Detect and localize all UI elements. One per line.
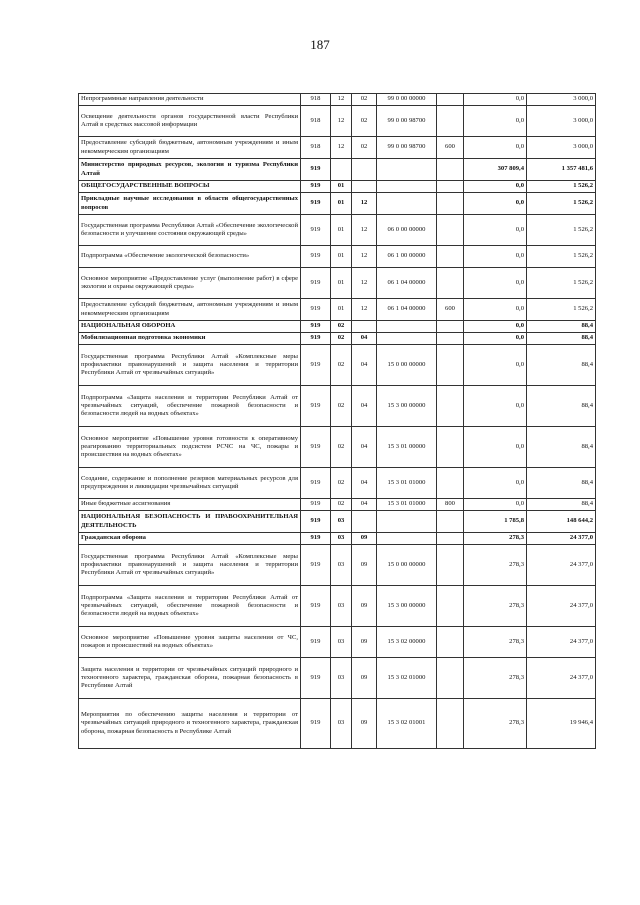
- section-code: 01: [331, 193, 352, 215]
- section-code: 01: [331, 215, 352, 246]
- subsection-code: 02: [352, 137, 377, 159]
- table-row: [79, 193, 596, 215]
- table-row: [79, 299, 596, 321]
- table-row: [79, 215, 596, 246]
- amount-year-2: 3 000,0: [527, 137, 596, 159]
- target-item-code: 15 3 02 01001: [377, 699, 437, 749]
- row-name: Непрограммные направления деятельности: [79, 94, 301, 106]
- ministry-code: 919: [301, 159, 331, 181]
- table-row: [79, 94, 596, 106]
- target-item-code: 15 3 00 00000: [377, 386, 437, 427]
- expense-type-code: [437, 321, 464, 333]
- target-item-code: [377, 333, 437, 345]
- table-row: [79, 333, 596, 345]
- table-row: [79, 137, 596, 159]
- table-row: [79, 386, 596, 427]
- section-code: 03: [331, 627, 352, 658]
- subsection-code: 12: [352, 193, 377, 215]
- expense-type-code: 800: [437, 499, 464, 511]
- row-name: Государственная программа Республики Алтай «Обеспечение экологической безопасности и улучшение состояния окружающей среды»: [79, 215, 301, 246]
- target-item-code: [377, 193, 437, 215]
- table-row: [79, 468, 596, 499]
- section-code: 03: [331, 699, 352, 749]
- amount-year-1: 0,0: [464, 106, 527, 137]
- amount-year-2: 88,4: [527, 427, 596, 468]
- amount-year-1: 278,3: [464, 627, 527, 658]
- section-code: 02: [331, 468, 352, 499]
- amount-year-2: 24 377,0: [527, 627, 596, 658]
- table-row: [79, 511, 596, 533]
- amount-year-2: 1 526,2: [527, 193, 596, 215]
- expense-type-code: [437, 215, 464, 246]
- amount-year-2: 3 000,0: [527, 106, 596, 137]
- subsection-code: 04: [352, 345, 377, 386]
- subsection-code: [352, 159, 377, 181]
- amount-year-1: 0,0: [464, 321, 527, 333]
- row-name: Подпрограмма «Обеспечение экологической безопасности»: [79, 246, 301, 268]
- table-row: [79, 106, 596, 137]
- section-code: 02: [331, 321, 352, 333]
- expense-type-code: [437, 246, 464, 268]
- expense-type-code: [437, 268, 464, 299]
- row-name: Основное мероприятие «Повышение уровня защиты населения от ЧС, пожаров и происшествий на водных объектах»: [79, 627, 301, 658]
- ministry-code: 919: [301, 193, 331, 215]
- row-name: Подпрограмма «Защита населения и территории Республики Алтай от чрезвычайных ситуаций, обеспечение пожарной безопасности и безопасности людей на водных объектах»: [79, 586, 301, 627]
- table-row: [79, 345, 596, 386]
- ministry-code: 919: [301, 699, 331, 749]
- expense-type-code: [437, 627, 464, 658]
- table-row: [79, 159, 596, 181]
- page-number: 187: [310, 37, 330, 52]
- target-item-code: 06 1 04 00000: [377, 268, 437, 299]
- row-name: Основное мероприятие «Повышение уровня готовности к оперативному реагированию территориальных подсистем РСЧС на ЧС, пожары и происшествия на водных объектах»: [79, 427, 301, 468]
- amount-year-2: 88,4: [527, 321, 596, 333]
- subsection-code: 12: [352, 246, 377, 268]
- expense-type-code: [437, 345, 464, 386]
- row-name: Предоставление субсидий бюджетным, автономным учреждениям и иным некоммерческим организациям: [79, 299, 301, 321]
- row-name: Подпрограмма «Защита населения и территории Республики Алтай от чрезвычайных ситуаций, обеспечение пожарной безопасности и безопасности людей на водных объектах»: [79, 386, 301, 427]
- subsection-code: 09: [352, 699, 377, 749]
- section-code: 12: [331, 106, 352, 137]
- subsection-code: 04: [352, 468, 377, 499]
- subsection-code: 04: [352, 499, 377, 511]
- section-code: 01: [331, 181, 352, 193]
- amount-year-2: 88,4: [527, 333, 596, 345]
- amount-year-2: 24 377,0: [527, 586, 596, 627]
- target-item-code: 15 3 00 00000: [377, 586, 437, 627]
- section-code: 03: [331, 545, 352, 586]
- section-code: 01: [331, 246, 352, 268]
- row-name: НАЦИОНАЛЬНАЯ БЕЗОПАСНОСТЬ И ПРАВООХРАНИТЕЛЬНАЯ ДЕЯТЕЛЬНОСТЬ: [79, 511, 301, 533]
- section-code: 02: [331, 345, 352, 386]
- amount-year-2: 1 526,2: [527, 246, 596, 268]
- table-row: [79, 181, 596, 193]
- amount-year-1: 0,0: [464, 137, 527, 159]
- target-item-code: 15 0 00 00000: [377, 345, 437, 386]
- target-item-code: 15 3 02 00000: [377, 627, 437, 658]
- amount-year-2: 88,4: [527, 499, 596, 511]
- amount-year-2: 3 000,0: [527, 94, 596, 106]
- expense-type-code: [437, 586, 464, 627]
- target-item-code: [377, 321, 437, 333]
- ministry-code: 919: [301, 321, 331, 333]
- table-row: [79, 268, 596, 299]
- ministry-code: 919: [301, 345, 331, 386]
- row-name: Прикладные научные исследования в области общегосударственных вопросов: [79, 193, 301, 215]
- amount-year-1: 0,0: [464, 427, 527, 468]
- target-item-code: [377, 159, 437, 181]
- subsection-code: 09: [352, 658, 377, 699]
- row-name: ОБЩЕГОСУДАРСТВЕННЫЕ ВОПРОСЫ: [79, 181, 301, 193]
- amount-year-1: 278,3: [464, 545, 527, 586]
- table-row: [79, 427, 596, 468]
- subsection-code: [352, 511, 377, 533]
- ministry-code: 919: [301, 658, 331, 699]
- row-name: Государственная программа Республики Алтай «Комплексные меры профилактики правонарушений и защита населения и территории Республики Алтай от чрезвычайных ситуаций»: [79, 345, 301, 386]
- amount-year-1: 1 785,8: [464, 511, 527, 533]
- ministry-code: 919: [301, 586, 331, 627]
- amount-year-1: 278,3: [464, 586, 527, 627]
- subsection-code: 02: [352, 106, 377, 137]
- amount-year-2: 1 357 481,6: [527, 159, 596, 181]
- subsection-code: [352, 321, 377, 333]
- amount-year-2: 24 377,0: [527, 533, 596, 545]
- ministry-code: 919: [301, 299, 331, 321]
- row-name: Государственная программа Республики Алтай «Комплексные меры профилактики правонарушений и защита населения и территории Республики Алтай от чрезвычайных ситуаций»: [79, 545, 301, 586]
- expense-type-code: 600: [437, 299, 464, 321]
- subsection-code: 12: [352, 215, 377, 246]
- subsection-code: 04: [352, 333, 377, 345]
- subsection-code: 04: [352, 427, 377, 468]
- amount-year-1: 0,0: [464, 94, 527, 106]
- section-code: 03: [331, 658, 352, 699]
- amount-year-2: 88,4: [527, 386, 596, 427]
- expense-type-code: [437, 699, 464, 749]
- table-row: [79, 627, 596, 658]
- expense-type-code: [437, 511, 464, 533]
- amount-year-1: 307 809,4: [464, 159, 527, 181]
- amount-year-2: 1 526,2: [527, 215, 596, 246]
- table-row: [79, 246, 596, 268]
- expense-type-code: [437, 159, 464, 181]
- target-item-code: 99 0 00 98700: [377, 137, 437, 159]
- budget-table: [78, 93, 596, 749]
- target-item-code: 15 3 01 00000: [377, 427, 437, 468]
- row-name: Предоставление субсидий бюджетным, автономным учреждениям и иным некоммерческим организациям: [79, 137, 301, 159]
- target-item-code: 15 3 02 01000: [377, 658, 437, 699]
- expense-type-code: [437, 106, 464, 137]
- subsection-code: 09: [352, 627, 377, 658]
- expense-type-code: 600: [437, 137, 464, 159]
- expense-type-code: [437, 658, 464, 699]
- amount-year-1: 278,3: [464, 699, 527, 749]
- subsection-code: 09: [352, 533, 377, 545]
- ministry-code: 919: [301, 333, 331, 345]
- row-name: НАЦИОНАЛЬНАЯ ОБОРОНА: [79, 321, 301, 333]
- subsection-code: 12: [352, 268, 377, 299]
- subsection-code: 09: [352, 545, 377, 586]
- section-code: 02: [331, 333, 352, 345]
- row-name: Иные бюджетные ассигнования: [79, 499, 301, 511]
- subsection-code: 09: [352, 586, 377, 627]
- ministry-code: 919: [301, 268, 331, 299]
- target-item-code: 15 3 01 01000: [377, 499, 437, 511]
- row-name: Гражданская оборона: [79, 533, 301, 545]
- ministry-code: 919: [301, 468, 331, 499]
- ministry-code: 919: [301, 627, 331, 658]
- table-row: [79, 586, 596, 627]
- amount-year-2: 24 377,0: [527, 658, 596, 699]
- ministry-code: 919: [301, 511, 331, 533]
- amount-year-2: 1 526,2: [527, 181, 596, 193]
- target-item-code: 99 0 00 00000: [377, 94, 437, 106]
- amount-year-1: 0,0: [464, 268, 527, 299]
- amount-year-1: 0,0: [464, 468, 527, 499]
- section-code: 03: [331, 586, 352, 627]
- ministry-code: 919: [301, 386, 331, 427]
- target-item-code: 99 0 00 98700: [377, 106, 437, 137]
- row-name: Создание, содержание и пополнение резервов материальных ресурсов для предупреждения и ликвидации чрезвычайных ситуаций: [79, 468, 301, 499]
- section-code: 03: [331, 533, 352, 545]
- expense-type-code: [437, 545, 464, 586]
- amount-year-1: 0,0: [464, 333, 527, 345]
- ministry-code: 919: [301, 545, 331, 586]
- section-code: 12: [331, 137, 352, 159]
- target-item-code: 06 1 04 00000: [377, 299, 437, 321]
- expense-type-code: [437, 533, 464, 545]
- target-item-code: [377, 533, 437, 545]
- amount-year-2: 88,4: [527, 468, 596, 499]
- table-row: [79, 533, 596, 545]
- ministry-code: 919: [301, 215, 331, 246]
- amount-year-1: 0,0: [464, 181, 527, 193]
- target-item-code: 15 3 01 01000: [377, 468, 437, 499]
- target-item-code: 06 0 00 00000: [377, 215, 437, 246]
- section-code: 02: [331, 386, 352, 427]
- section-code: 01: [331, 268, 352, 299]
- expense-type-code: [437, 386, 464, 427]
- amount-year-1: 0,0: [464, 246, 527, 268]
- ministry-code: 919: [301, 427, 331, 468]
- expense-type-code: [437, 427, 464, 468]
- expense-type-code: [437, 181, 464, 193]
- row-name: Основное мероприятие «Предоставление услуг (выполнение работ) в сфере экологии и охраны окружающей среды»: [79, 268, 301, 299]
- section-code: 03: [331, 511, 352, 533]
- amount-year-1: 0,0: [464, 215, 527, 246]
- amount-year-1: 0,0: [464, 299, 527, 321]
- section-code: 02: [331, 427, 352, 468]
- target-item-code: 06 1 00 00000: [377, 246, 437, 268]
- ministry-code: 919: [301, 246, 331, 268]
- expense-type-code: [437, 193, 464, 215]
- amount-year-1: 0,0: [464, 386, 527, 427]
- amount-year-1: 278,3: [464, 658, 527, 699]
- row-name: Министерство природных ресурсов, экологии и туризма Республики Алтай: [79, 159, 301, 181]
- subsection-code: 12: [352, 299, 377, 321]
- section-code: 01: [331, 299, 352, 321]
- amount-year-1: 0,0: [464, 345, 527, 386]
- target-item-code: [377, 181, 437, 193]
- target-item-code: [377, 511, 437, 533]
- amount-year-2: 148 644,2: [527, 511, 596, 533]
- amount-year-2: 19 946,4: [527, 699, 596, 749]
- amount-year-1: 0,0: [464, 499, 527, 511]
- section-code: 02: [331, 499, 352, 511]
- section-code: [331, 159, 352, 181]
- table-row: [79, 499, 596, 511]
- amount-year-1: 278,3: [464, 533, 527, 545]
- row-name: Мобилизационная подготовка экономики: [79, 333, 301, 345]
- table-row: [79, 545, 596, 586]
- table-row: [79, 699, 596, 749]
- ministry-code: 918: [301, 137, 331, 159]
- amount-year-2: 1 526,2: [527, 268, 596, 299]
- ministry-code: 919: [301, 533, 331, 545]
- subsection-code: 02: [352, 94, 377, 106]
- amount-year-1: 0,0: [464, 193, 527, 215]
- ministry-code: 918: [301, 106, 331, 137]
- ministry-code: 918: [301, 94, 331, 106]
- subsection-code: [352, 181, 377, 193]
- target-item-code: 15 0 00 00000: [377, 545, 437, 586]
- expense-type-code: [437, 468, 464, 499]
- expense-type-code: [437, 333, 464, 345]
- table-row: [79, 658, 596, 699]
- table-row: [79, 321, 596, 333]
- row-name: Мероприятия по обеспечению защиты населения и территории от чрезвычайных ситуаций природного и техногенного характера, гражданская оборона, пожарная безопасность в Республике Алтай: [79, 699, 301, 749]
- row-name: Освещение деятельности органов государственной власти Республики Алтай в средствах массовой информации: [79, 106, 301, 137]
- section-code: 12: [331, 94, 352, 106]
- row-name: Защита населения и территории от чрезвычайных ситуаций природного и техногенного характера, гражданская оборона, пожарная безопасность в Республике Алтай: [79, 658, 301, 699]
- expense-type-code: [437, 94, 464, 106]
- subsection-code: 04: [352, 386, 377, 427]
- amount-year-2: 24 377,0: [527, 545, 596, 586]
- amount-year-2: 88,4: [527, 345, 596, 386]
- ministry-code: 919: [301, 499, 331, 511]
- amount-year-2: 1 526,2: [527, 299, 596, 321]
- ministry-code: 919: [301, 181, 331, 193]
